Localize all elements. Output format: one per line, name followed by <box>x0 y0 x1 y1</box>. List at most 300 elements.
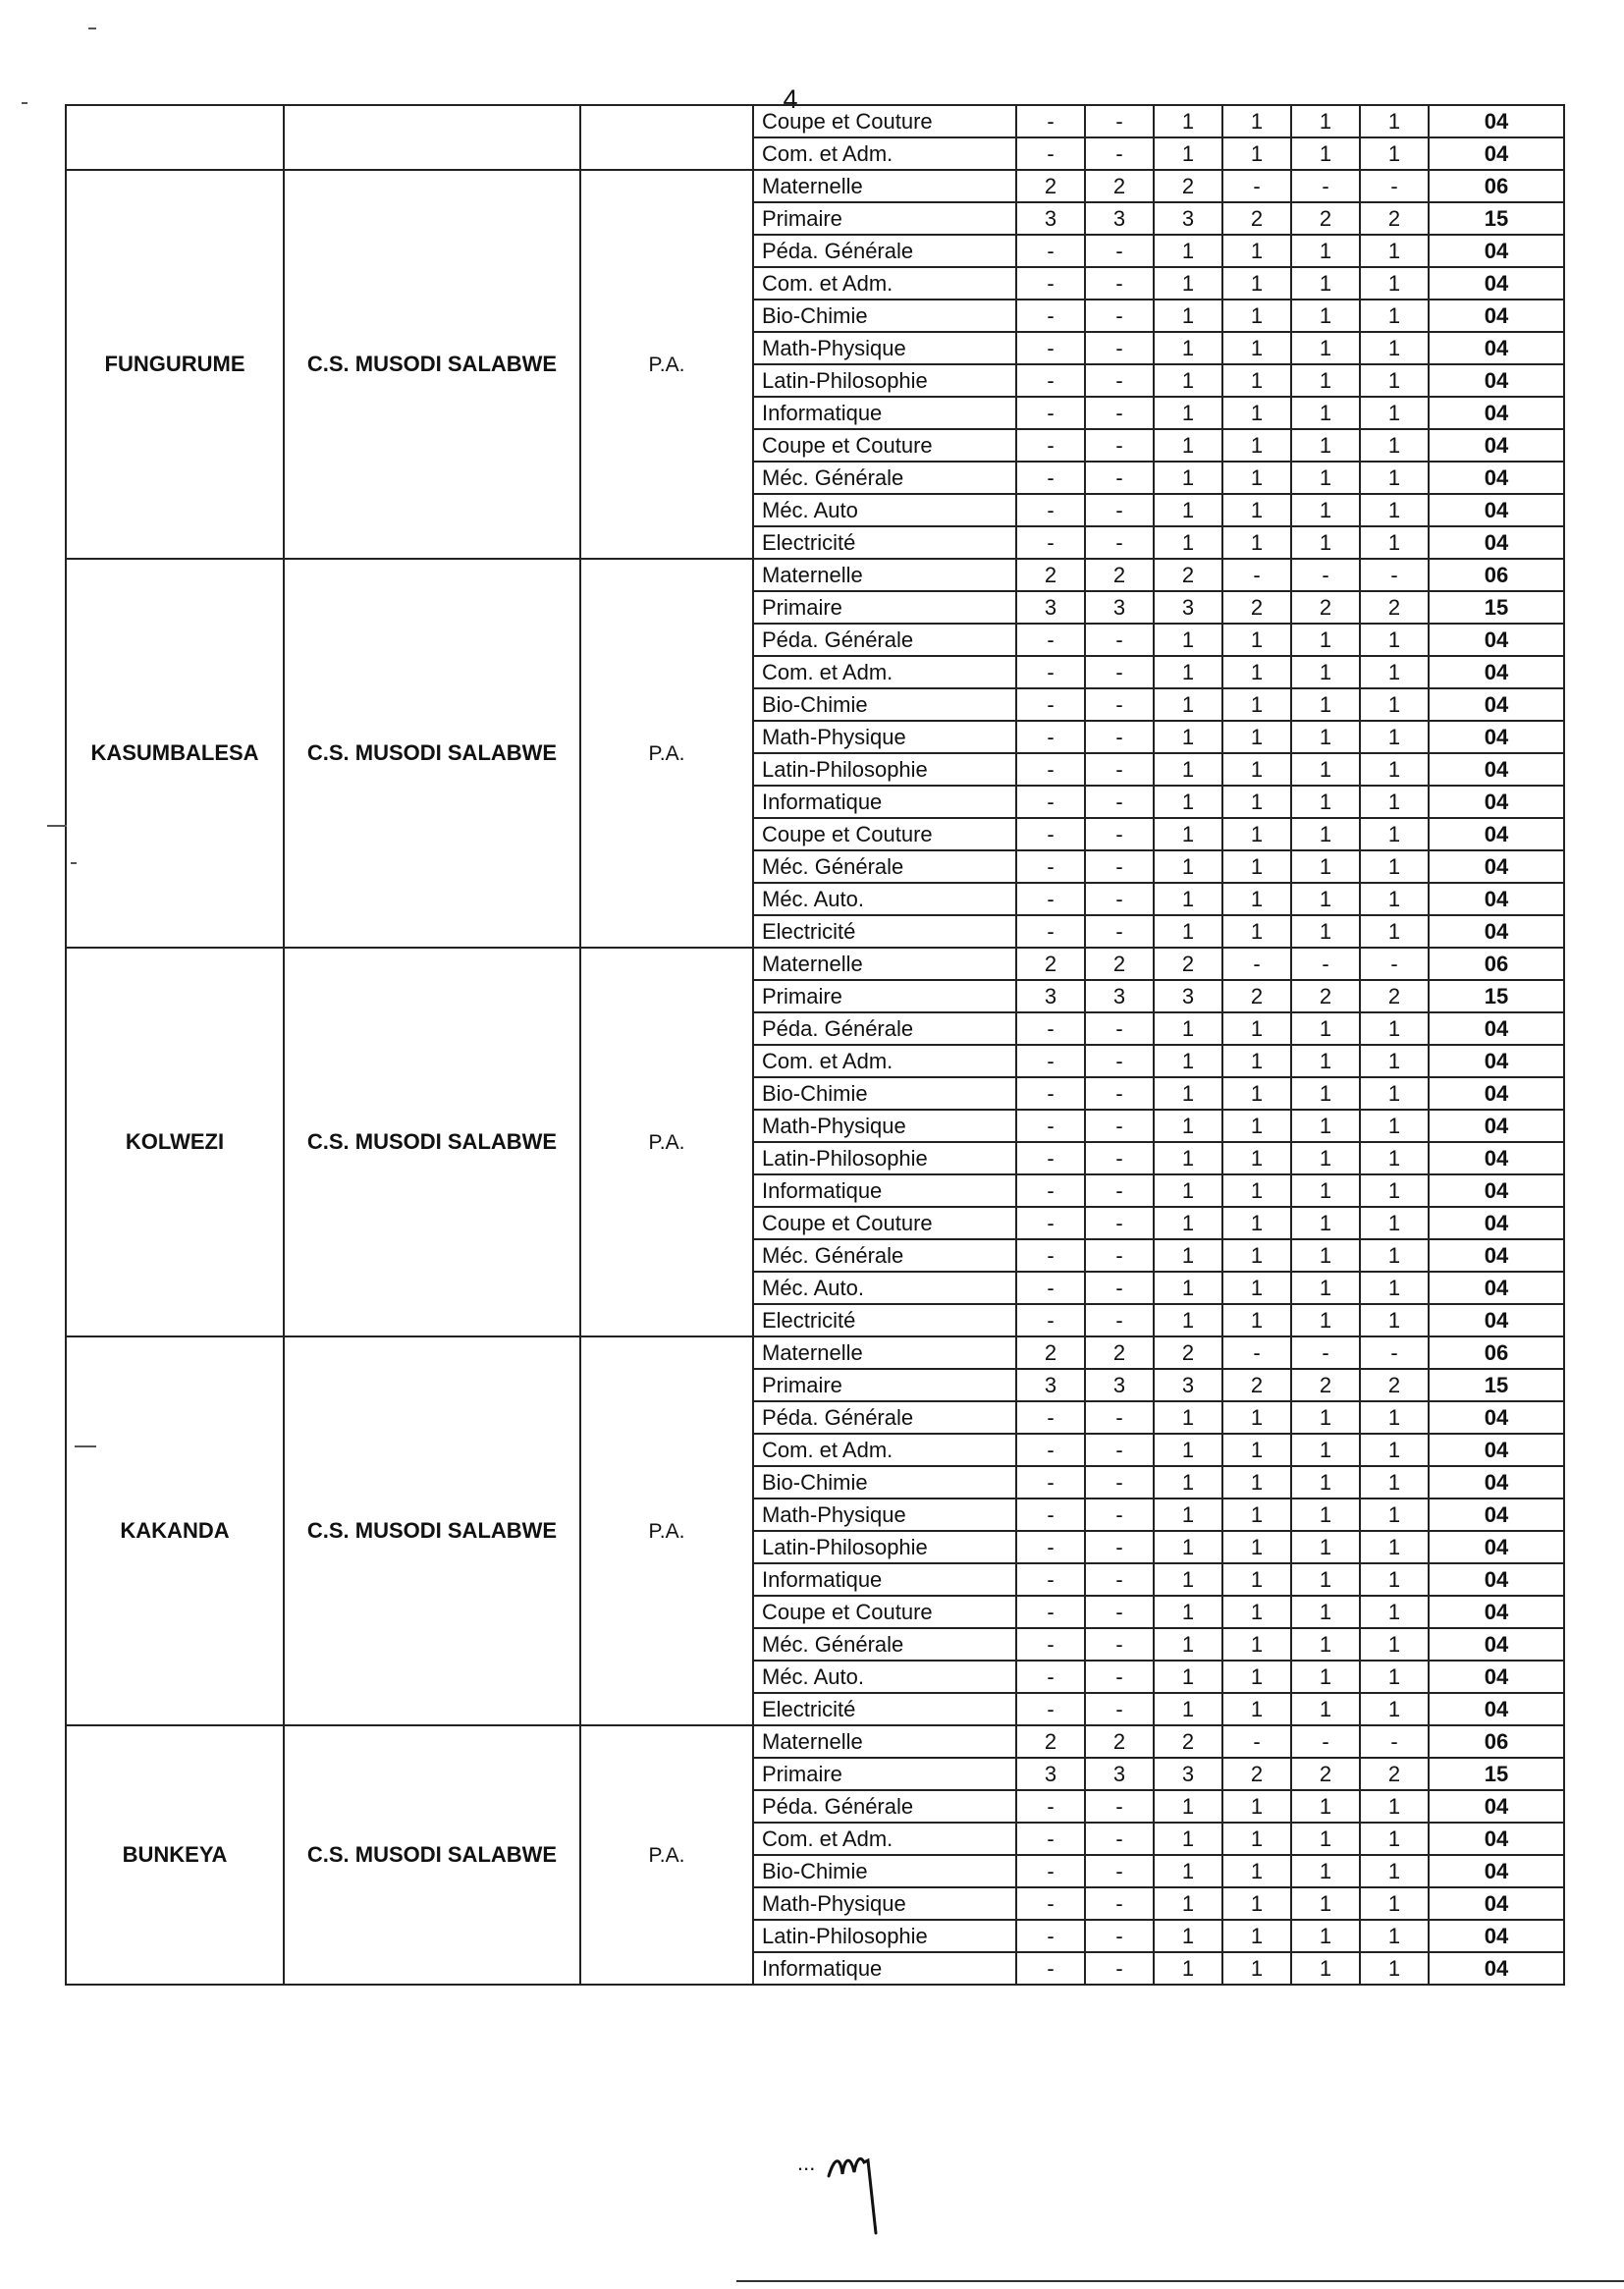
value-cell: - <box>1085 235 1154 267</box>
table-row <box>66 1725 1564 1758</box>
value-cell: - <box>1360 1725 1429 1758</box>
value-cell: 1 <box>1222 1466 1291 1499</box>
value-cell: 1 <box>1360 1531 1429 1563</box>
value-cell: 1 <box>1291 429 1360 462</box>
value-cell: 1 <box>1360 1563 1429 1596</box>
value-cell: 1 <box>1222 1823 1291 1855</box>
value-cell: 1 <box>1291 1531 1360 1563</box>
option-cell: Méc. Auto. <box>753 1272 1016 1304</box>
value-cell: 1 <box>1222 1401 1291 1434</box>
option-cell: Com. et Adm. <box>753 1434 1016 1466</box>
value-cell: 2 <box>1016 1725 1085 1758</box>
value-cell: 1 <box>1360 1045 1429 1077</box>
school-cell: C.S. MUSODI SALABWE <box>284 948 580 1336</box>
value-cell: - <box>1085 753 1154 786</box>
total-cell: 04 <box>1429 786 1564 818</box>
value-cell: 1 <box>1154 1401 1222 1434</box>
total-cell: 15 <box>1429 591 1564 624</box>
value-cell: 1 <box>1291 1174 1360 1207</box>
value-cell: 1 <box>1360 1693 1429 1725</box>
value-cell: - <box>1085 1272 1154 1304</box>
value-cell: 1 <box>1360 1499 1429 1531</box>
value-cell: 1 <box>1291 883 1360 915</box>
value-cell: 1 <box>1291 1077 1360 1110</box>
school-cell: C.S. MUSODI SALABWE <box>284 1336 580 1725</box>
location-cell: FUNGURUME <box>66 170 284 559</box>
value-cell: 2 <box>1360 980 1429 1012</box>
value-cell: - <box>1016 267 1085 300</box>
value-cell: 1 <box>1154 1012 1222 1045</box>
value-cell: - <box>1016 364 1085 397</box>
value-cell: 1 <box>1291 1272 1360 1304</box>
value-cell: 2 <box>1154 948 1222 980</box>
value-cell: - <box>1016 462 1085 494</box>
value-cell: 1 <box>1291 753 1360 786</box>
value-cell: 1 <box>1154 364 1222 397</box>
value-cell: 1 <box>1222 753 1291 786</box>
total-cell: 04 <box>1429 137 1564 170</box>
scan-artifact <box>88 27 96 29</box>
value-cell: 1 <box>1360 656 1429 688</box>
value-cell: 3 <box>1085 980 1154 1012</box>
value-cell: 1 <box>1222 1012 1291 1045</box>
value-cell: 1 <box>1222 364 1291 397</box>
option-cell: Informatique <box>753 1174 1016 1207</box>
value-cell: - <box>1016 494 1085 526</box>
value-cell: 2 <box>1360 1369 1429 1401</box>
value-cell: - <box>1085 1045 1154 1077</box>
total-cell: 04 <box>1429 1207 1564 1239</box>
value-cell: 1 <box>1222 688 1291 721</box>
value-cell: 1 <box>1222 1239 1291 1272</box>
option-cell: Primaire <box>753 980 1016 1012</box>
value-cell: 1 <box>1154 688 1222 721</box>
scan-artifact <box>47 825 67 827</box>
value-cell: 3 <box>1016 1758 1085 1790</box>
value-cell: - <box>1222 1725 1291 1758</box>
value-cell: - <box>1222 1336 1291 1369</box>
option-cell: Latin-Philosophie <box>753 1142 1016 1174</box>
value-cell: 1 <box>1154 1596 1222 1628</box>
value-cell: 1 <box>1291 1142 1360 1174</box>
value-cell: - <box>1085 1596 1154 1628</box>
value-cell: 2 <box>1016 948 1085 980</box>
value-cell: - <box>1085 137 1154 170</box>
value-cell: - <box>1016 1855 1085 1887</box>
option-cell: Com. et Adm. <box>753 1823 1016 1855</box>
option-cell: Informatique <box>753 1563 1016 1596</box>
value-cell: 1 <box>1291 1207 1360 1239</box>
value-cell: 1 <box>1154 1790 1222 1823</box>
option-cell: Primaire <box>753 1369 1016 1401</box>
value-cell: 1 <box>1360 883 1429 915</box>
table-row <box>66 559 1564 591</box>
value-cell: 1 <box>1222 267 1291 300</box>
value-cell: 1 <box>1291 721 1360 753</box>
value-cell: 3 <box>1085 591 1154 624</box>
option-cell: Coupe et Couture <box>753 1596 1016 1628</box>
value-cell: 1 <box>1222 235 1291 267</box>
value-cell: 1 <box>1154 300 1222 332</box>
total-cell: 06 <box>1429 1336 1564 1369</box>
value-cell: 2 <box>1291 202 1360 235</box>
value-cell: - <box>1085 915 1154 948</box>
option-cell: Math-Physique <box>753 721 1016 753</box>
option-cell: Latin-Philosophie <box>753 1531 1016 1563</box>
value-cell: - <box>1085 688 1154 721</box>
value-cell: - <box>1085 1174 1154 1207</box>
value-cell: 1 <box>1222 1272 1291 1304</box>
option-cell: Méc. Auto. <box>753 1661 1016 1693</box>
total-cell: 04 <box>1429 1142 1564 1174</box>
total-cell: 04 <box>1429 1823 1564 1855</box>
value-cell: 1 <box>1222 1855 1291 1887</box>
scan-artifact <box>75 1445 96 1447</box>
option-cell: Com. et Adm. <box>753 137 1016 170</box>
total-cell: 04 <box>1429 1012 1564 1045</box>
option-cell: Primaire <box>753 1758 1016 1790</box>
value-cell: 1 <box>1222 656 1291 688</box>
scan-artifact <box>22 102 27 104</box>
value-cell: 1 <box>1360 235 1429 267</box>
value-cell: 1 <box>1360 850 1429 883</box>
location-cell: KASUMBALESA <box>66 559 284 948</box>
value-cell: 1 <box>1154 721 1222 753</box>
value-cell: 2 <box>1291 980 1360 1012</box>
value-cell: 1 <box>1360 753 1429 786</box>
school-cell <box>284 105 580 170</box>
value-cell: 1 <box>1291 300 1360 332</box>
value-cell: - <box>1085 1531 1154 1563</box>
total-cell: 04 <box>1429 300 1564 332</box>
value-cell: 3 <box>1154 202 1222 235</box>
value-cell: - <box>1085 1142 1154 1174</box>
value-cell: 1 <box>1360 1628 1429 1661</box>
value-cell: - <box>1016 786 1085 818</box>
value-cell: 1 <box>1154 1272 1222 1304</box>
total-cell: 06 <box>1429 1725 1564 1758</box>
option-cell: Coupe et Couture <box>753 429 1016 462</box>
value-cell: 1 <box>1222 397 1291 429</box>
value-cell: 1 <box>1154 1434 1222 1466</box>
value-cell: - <box>1016 1045 1085 1077</box>
option-cell: Bio-Chimie <box>753 1466 1016 1499</box>
value-cell: 1 <box>1222 624 1291 656</box>
option-cell: Math-Physique <box>753 332 1016 364</box>
option-cell: Com. et Adm. <box>753 1045 1016 1077</box>
value-cell: - <box>1085 786 1154 818</box>
value-cell: - <box>1360 559 1429 591</box>
value-cell: 1 <box>1360 1661 1429 1693</box>
value-cell: 1 <box>1222 850 1291 883</box>
value-cell: - <box>1085 462 1154 494</box>
value-cell: - <box>1085 1239 1154 1272</box>
value-cell: 1 <box>1154 235 1222 267</box>
value-cell: 1 <box>1154 1887 1222 1920</box>
value-cell: 2 <box>1222 1758 1291 1790</box>
value-cell: - <box>1085 1628 1154 1661</box>
option-cell: Méc. Auto. <box>753 883 1016 915</box>
value-cell: 1 <box>1291 1952 1360 1985</box>
type-cell <box>580 105 753 170</box>
value-cell: 1 <box>1291 1628 1360 1661</box>
value-cell: - <box>1016 1110 1085 1142</box>
value-cell: - <box>1085 267 1154 300</box>
option-cell: Méc. Auto <box>753 494 1016 526</box>
value-cell: 1 <box>1154 1628 1222 1661</box>
total-cell: 06 <box>1429 559 1564 591</box>
value-cell: 2 <box>1154 1336 1222 1369</box>
value-cell: 3 <box>1154 591 1222 624</box>
option-cell: Méc. Générale <box>753 850 1016 883</box>
value-cell: - <box>1016 656 1085 688</box>
value-cell: - <box>1222 948 1291 980</box>
value-cell: 1 <box>1360 429 1429 462</box>
type-cell: P.A. <box>580 948 753 1336</box>
value-cell: - <box>1016 1693 1085 1725</box>
value-cell: - <box>1016 1272 1085 1304</box>
value-cell: - <box>1016 1239 1085 1272</box>
value-cell: - <box>1360 1336 1429 1369</box>
value-cell: 1 <box>1154 462 1222 494</box>
value-cell: 1 <box>1222 818 1291 850</box>
value-cell: 1 <box>1360 1952 1429 1985</box>
value-cell: - <box>1016 624 1085 656</box>
value-cell: 1 <box>1154 1920 1222 1952</box>
option-cell: Bio-Chimie <box>753 688 1016 721</box>
value-cell: - <box>1016 1142 1085 1174</box>
option-cell: Primaire <box>753 591 1016 624</box>
total-cell: 04 <box>1429 105 1564 137</box>
option-cell: Electricité <box>753 915 1016 948</box>
value-cell: - <box>1016 332 1085 364</box>
value-cell: 1 <box>1291 656 1360 688</box>
value-cell: - <box>1360 948 1429 980</box>
value-cell: 1 <box>1154 1304 1222 1336</box>
value-cell: 1 <box>1154 1531 1222 1563</box>
option-cell: Péda. Générale <box>753 624 1016 656</box>
value-cell: - <box>1085 332 1154 364</box>
value-cell: 1 <box>1154 1499 1222 1531</box>
value-cell: 2 <box>1016 559 1085 591</box>
value-cell: 1 <box>1360 721 1429 753</box>
value-cell: 1 <box>1222 332 1291 364</box>
value-cell: 1 <box>1222 1596 1291 1628</box>
value-cell: 1 <box>1222 915 1291 948</box>
value-cell: 1 <box>1360 267 1429 300</box>
value-cell: - <box>1016 1661 1085 1693</box>
value-cell: 3 <box>1085 1758 1154 1790</box>
value-cell: 1 <box>1154 1239 1222 1272</box>
location-cell: KOLWEZI <box>66 948 284 1336</box>
value-cell: 1 <box>1360 1142 1429 1174</box>
value-cell: 1 <box>1291 397 1360 429</box>
total-cell: 04 <box>1429 1077 1564 1110</box>
total-cell: 04 <box>1429 753 1564 786</box>
total-cell: 04 <box>1429 721 1564 753</box>
value-cell: - <box>1085 1207 1154 1239</box>
value-cell: 1 <box>1222 1887 1291 1920</box>
value-cell: - <box>1085 1823 1154 1855</box>
value-cell: 1 <box>1154 1110 1222 1142</box>
location-cell <box>66 105 284 170</box>
value-cell: - <box>1016 397 1085 429</box>
value-cell: - <box>1085 656 1154 688</box>
value-cell: 1 <box>1291 105 1360 137</box>
value-cell: 1 <box>1291 1596 1360 1628</box>
value-cell: 1 <box>1291 1661 1360 1693</box>
value-cell: 1 <box>1291 688 1360 721</box>
total-cell: 04 <box>1429 364 1564 397</box>
value-cell: - <box>1291 948 1360 980</box>
value-cell: 2 <box>1360 202 1429 235</box>
value-cell: - <box>1085 364 1154 397</box>
value-cell: 1 <box>1154 1823 1222 1855</box>
option-cell: Coupe et Couture <box>753 105 1016 137</box>
total-cell: 04 <box>1429 1239 1564 1272</box>
value-cell: 3 <box>1085 1369 1154 1401</box>
total-cell: 04 <box>1429 1110 1564 1142</box>
value-cell: 1 <box>1154 818 1222 850</box>
value-cell: 1 <box>1154 1045 1222 1077</box>
value-cell: - <box>1016 688 1085 721</box>
value-cell: 1 <box>1154 1174 1222 1207</box>
value-cell: 1 <box>1291 1499 1360 1531</box>
value-cell: 3 <box>1154 1758 1222 1790</box>
option-cell: Maternelle <box>753 170 1016 202</box>
value-cell: 1 <box>1291 526 1360 559</box>
value-cell: 2 <box>1085 170 1154 202</box>
value-cell: - <box>1016 1887 1085 1920</box>
total-cell: 04 <box>1429 850 1564 883</box>
value-cell: - <box>1222 559 1291 591</box>
value-cell: 1 <box>1360 1855 1429 1887</box>
option-cell: Latin-Philosophie <box>753 1920 1016 1952</box>
value-cell: 1 <box>1154 850 1222 883</box>
total-cell: 04 <box>1429 1401 1564 1434</box>
value-cell: - <box>1291 1336 1360 1369</box>
value-cell: - <box>1016 1628 1085 1661</box>
option-cell: Péda. Générale <box>753 235 1016 267</box>
value-cell: 1 <box>1154 137 1222 170</box>
total-cell: 04 <box>1429 688 1564 721</box>
value-cell: 3 <box>1016 1369 1085 1401</box>
value-cell: 2 <box>1222 980 1291 1012</box>
value-cell: 1 <box>1360 1434 1429 1466</box>
value-cell: 2 <box>1360 1758 1429 1790</box>
value-cell: 1 <box>1291 1466 1360 1499</box>
value-cell: 1 <box>1291 624 1360 656</box>
school-cell: C.S. MUSODI SALABWE <box>284 1725 580 1985</box>
total-cell: 04 <box>1429 332 1564 364</box>
value-cell: 1 <box>1360 1239 1429 1272</box>
value-cell: 1 <box>1154 624 1222 656</box>
table-row <box>66 170 1564 202</box>
total-cell: 04 <box>1429 1174 1564 1207</box>
option-cell: Informatique <box>753 786 1016 818</box>
value-cell: 1 <box>1154 267 1222 300</box>
value-cell: 1 <box>1360 137 1429 170</box>
value-cell: - <box>1016 1304 1085 1336</box>
value-cell: - <box>1016 300 1085 332</box>
total-cell: 15 <box>1429 980 1564 1012</box>
value-cell: 1 <box>1154 1563 1222 1596</box>
total-cell: 04 <box>1429 526 1564 559</box>
value-cell: - <box>1016 883 1085 915</box>
value-cell: - <box>1085 1401 1154 1434</box>
value-cell: - <box>1291 170 1360 202</box>
option-cell: Com. et Adm. <box>753 267 1016 300</box>
value-cell: 1 <box>1222 300 1291 332</box>
type-cell: P.A. <box>580 559 753 948</box>
value-cell: 1 <box>1291 1110 1360 1142</box>
value-cell: 1 <box>1291 1693 1360 1725</box>
value-cell: 1 <box>1222 1207 1291 1239</box>
total-cell: 04 <box>1429 1434 1564 1466</box>
value-cell: 1 <box>1291 332 1360 364</box>
value-cell: 1 <box>1360 494 1429 526</box>
value-cell: - <box>1016 105 1085 137</box>
value-cell: 2 <box>1154 170 1222 202</box>
total-cell: 04 <box>1429 1272 1564 1304</box>
value-cell: 2 <box>1291 1369 1360 1401</box>
total-cell: 04 <box>1429 1920 1564 1952</box>
value-cell: 1 <box>1222 1563 1291 1596</box>
value-cell: 3 <box>1016 202 1085 235</box>
value-cell: - <box>1085 1077 1154 1110</box>
value-cell: 1 <box>1291 1304 1360 1336</box>
scan-artifact <box>71 862 77 864</box>
value-cell: - <box>1291 559 1360 591</box>
table-row <box>66 105 1564 137</box>
value-cell: - <box>1085 429 1154 462</box>
value-cell: 1 <box>1360 1110 1429 1142</box>
option-cell: Péda. Générale <box>753 1012 1016 1045</box>
value-cell: 1 <box>1154 915 1222 948</box>
value-cell: - <box>1085 494 1154 526</box>
value-cell: - <box>1360 170 1429 202</box>
value-cell: - <box>1085 1790 1154 1823</box>
value-cell: 1 <box>1360 1790 1429 1823</box>
value-cell: 1 <box>1360 1272 1429 1304</box>
value-cell: - <box>1016 1790 1085 1823</box>
option-cell: Bio-Chimie <box>753 1077 1016 1110</box>
school-cell: C.S. MUSODI SALABWE <box>284 170 580 559</box>
value-cell: 1 <box>1291 1790 1360 1823</box>
value-cell: - <box>1016 1920 1085 1952</box>
value-cell: - <box>1085 1887 1154 1920</box>
total-cell: 04 <box>1429 397 1564 429</box>
value-cell: 1 <box>1154 1142 1222 1174</box>
value-cell: 1 <box>1222 105 1291 137</box>
value-cell: 1 <box>1154 1077 1222 1110</box>
value-cell: - <box>1016 1563 1085 1596</box>
value-cell: 1 <box>1291 267 1360 300</box>
option-cell: Electricité <box>753 1693 1016 1725</box>
value-cell: - <box>1016 1466 1085 1499</box>
value-cell: 1 <box>1360 1174 1429 1207</box>
value-cell: 1 <box>1360 1887 1429 1920</box>
value-cell: 1 <box>1154 1207 1222 1239</box>
value-cell: 2 <box>1360 591 1429 624</box>
value-cell: 1 <box>1291 1434 1360 1466</box>
value-cell: 2 <box>1154 1725 1222 1758</box>
total-cell: 04 <box>1429 462 1564 494</box>
value-cell: 2 <box>1222 1369 1291 1401</box>
value-cell: 1 <box>1360 332 1429 364</box>
page-number: 4 <box>783 84 798 114</box>
value-cell: 1 <box>1360 526 1429 559</box>
